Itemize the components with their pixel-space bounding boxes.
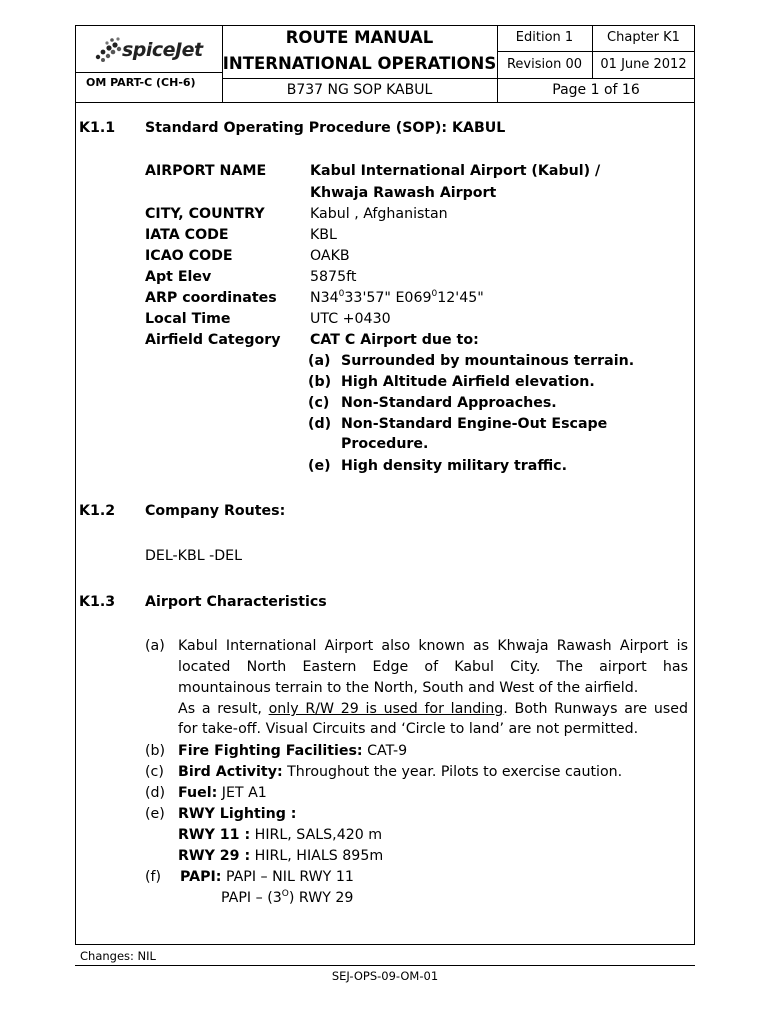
airport-name-value-2: Khwaja Rawash Airport	[310, 185, 497, 201]
category-label: Airfield Category	[145, 332, 281, 348]
local-time-value: UTC +0430	[310, 311, 391, 327]
divider	[497, 51, 695, 52]
divider	[222, 78, 695, 79]
reason-marker: (b)	[308, 374, 332, 390]
icao-label: ICAO CODE	[145, 248, 233, 264]
logo-dots-icon	[92, 35, 122, 65]
item-marker: (b)	[145, 743, 166, 759]
reason-text: High density military traffic.	[341, 458, 567, 474]
bird-activity-line: Bird Activity: Throughout the year. Pilots to exercise caution.	[178, 764, 623, 780]
rwy11-lighting-line: RWY 11 : HIRL, SALS,420 m	[178, 827, 383, 843]
logo-text: spiceJet	[122, 39, 203, 61]
category-value: CAT C Airport due to:	[310, 332, 479, 348]
reason-text-continued: Procedure.	[341, 436, 429, 452]
elevation-label: Apt Elev	[145, 269, 212, 285]
icao-value: OAKB	[310, 248, 350, 264]
section-number: K1.3	[79, 594, 116, 610]
city-label: CITY, COUNTRY	[145, 206, 265, 222]
papi-line: PAPI: PAPI – NIL RWY 11	[180, 869, 354, 885]
reason-text: Surrounded by mountainous terrain.	[341, 353, 635, 369]
local-time-label: Local Time	[145, 311, 231, 327]
reason-text: Non-Standard Engine-Out Escape	[341, 416, 608, 432]
landing-restriction: only R/W 29 is used for landing	[268, 701, 504, 717]
om-part-label: OM PART-C (CH-6)	[86, 76, 196, 89]
item-marker: (d)	[145, 785, 166, 801]
elevation-value: 5875ft	[310, 269, 357, 285]
item-marker: (a)	[145, 638, 165, 654]
item-marker: (c)	[145, 764, 164, 780]
item-marker: (e)	[145, 806, 165, 822]
spicejet-logo	[92, 33, 212, 67]
arp-label: ARP coordinates	[145, 290, 277, 306]
fire-fighting-line: Fire Fighting Facilities: CAT-9	[178, 743, 408, 759]
section-title: Company Routes:	[145, 503, 286, 519]
section-number: K1.1	[79, 120, 116, 136]
iata-label: IATA CODE	[145, 227, 229, 243]
paragraph-line: for take-off. Visual Circuits and ‘Circle to land’ are not permitted.	[178, 721, 639, 737]
footer-rule	[75, 965, 695, 966]
header-title-line2: INTERNATIONAL OPERATIONS	[222, 54, 497, 73]
rwy-lighting-label: RWY Lighting :	[178, 806, 297, 822]
reason-marker: (a)	[308, 353, 331, 369]
paragraph-line: mountainous terrain to the North, South and West of the airfield.	[178, 680, 639, 696]
divider	[75, 72, 222, 73]
reason-text: Non-Standard Approaches.	[341, 395, 557, 411]
chapter-cell: Chapter K1	[607, 30, 680, 45]
section-number: K1.2	[79, 503, 116, 519]
header-subtitle: B737 NG SOP KABUL	[286, 82, 433, 98]
document-id: SEJ-OPS-09-OM-01	[331, 969, 439, 983]
fuel-line: Fuel: JET A1	[178, 785, 267, 801]
paragraph-line: As a result, only R/W 29 is used for landing. Both Runways are used	[178, 701, 688, 717]
company-routes-value: DEL-KBL -DEL	[145, 548, 243, 564]
date-cell: 01 June 2012	[600, 57, 687, 72]
reason-marker: (e)	[308, 458, 331, 474]
changes-note: Changes: NIL	[80, 949, 156, 963]
item-marker: (f)	[145, 869, 162, 885]
section-title: Standard Operating Procedure (SOP): KABUL	[145, 120, 506, 136]
airport-name-label: AIRPORT NAME	[145, 163, 267, 179]
page-number: Page 1 of 16	[552, 82, 640, 98]
revision-cell: Revision 00	[506, 57, 582, 72]
edition-cell: Edition 1	[515, 30, 574, 45]
paragraph-line: Kabul International Airport also known as Khwaja Rawash Airport is	[178, 638, 688, 654]
iata-value: KBL	[310, 227, 337, 243]
arp-value: $N34^033'57$" $E069^012'45$"	[310, 289, 484, 306]
rwy29-lighting-line: RWY 29 : HIRL, HIALS 895m	[178, 848, 384, 864]
papi-line-2: PAPI – $(3^O)$ RWY 29	[221, 889, 354, 906]
section-title: Airport Characteristics	[145, 594, 327, 610]
reason-marker: (d)	[308, 416, 332, 432]
header-title-line1: ROUTE MANUAL	[285, 28, 434, 47]
paragraph-line: located North Eastern Edge of Kabul City. The airport has	[178, 659, 688, 675]
airport-name-value: Kabul International Airport (Kabul) /	[310, 163, 601, 179]
reason-marker: (c)	[308, 395, 330, 411]
reason-text: High Altitude Airfield elevation.	[341, 374, 595, 390]
city-value: Kabul , Afghanistan	[310, 206, 448, 222]
